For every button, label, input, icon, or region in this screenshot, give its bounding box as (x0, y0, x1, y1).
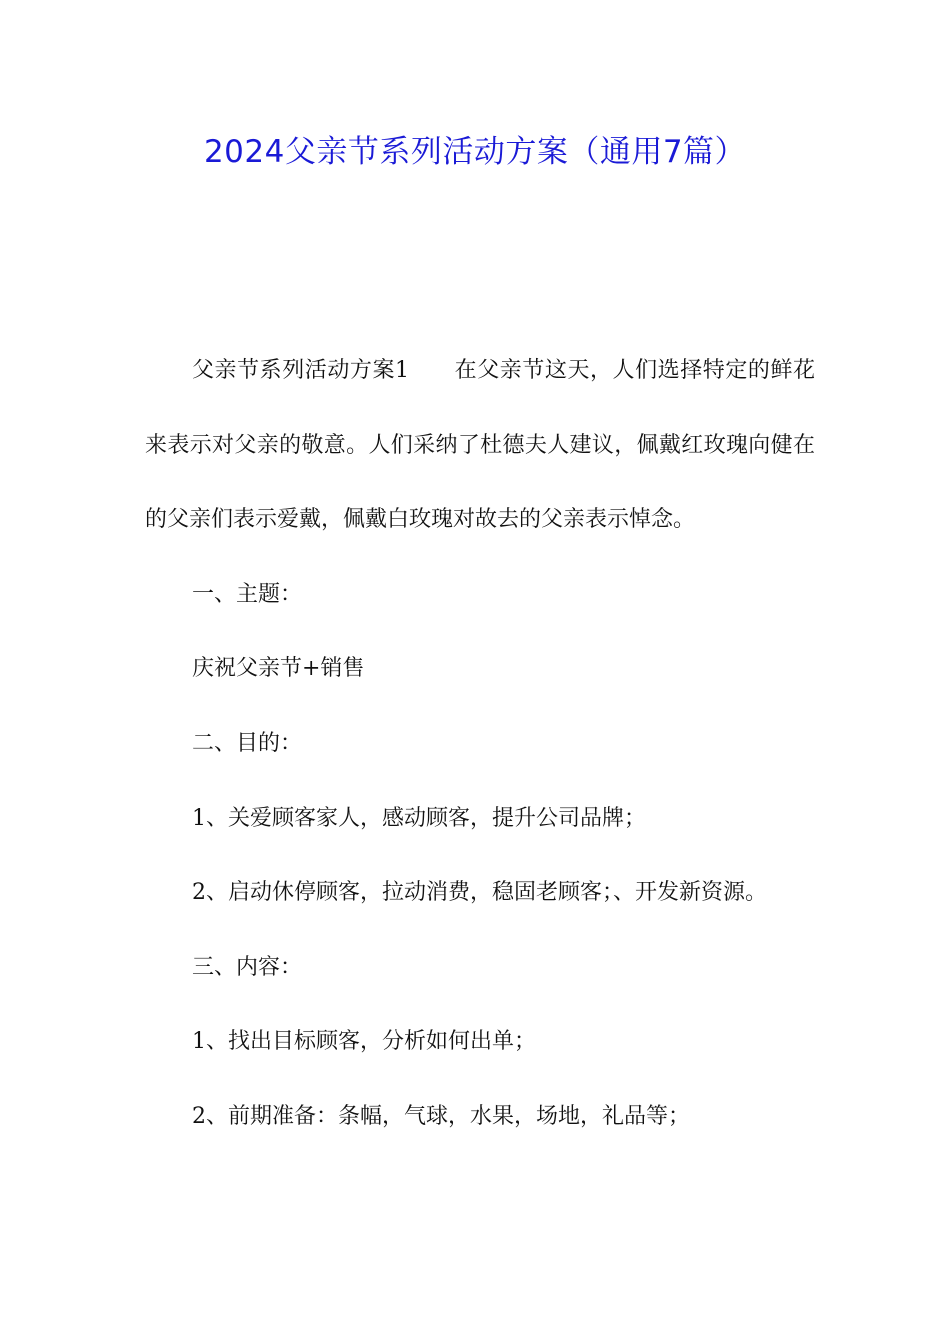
document-body (145, 334, 815, 1155)
paragraph-intro: 父亲节系列活动方案1 在父亲节这天，人们选择特定的鲜花来表示对父亲的敬意。人们采纳了杜德夫人建议，佩戴红玫瑰向健在的父亲们表示爱戴，佩戴白玫瑰对故去的父亲表示悼念。 (145, 358, 815, 533)
paragraph-theme: 庆祝父亲节+销售 (192, 656, 365, 682)
list-item-purpose-1: 1、关爱顾客家人，感动顾客，提升公司品牌； (192, 805, 646, 831)
heading-purpose: 二、目的： (192, 730, 303, 756)
list-item-content-2: 2、前期准备：条幅，气球，水果，场地，礼品等； (192, 1103, 690, 1129)
document-title: 2024父亲节系列活动方案（通用7篇） (203, 134, 747, 170)
heading-content: 三、内容： (192, 954, 303, 980)
list-item-purpose-2: 2、启动休停顾客，拉动消费，稳固老顾客；、开发新资源。 (192, 880, 767, 906)
list-item-content-1: 1、找出目标顾客，分析如何出单； (192, 1029, 536, 1055)
heading-theme: 一、主题： (192, 581, 303, 607)
